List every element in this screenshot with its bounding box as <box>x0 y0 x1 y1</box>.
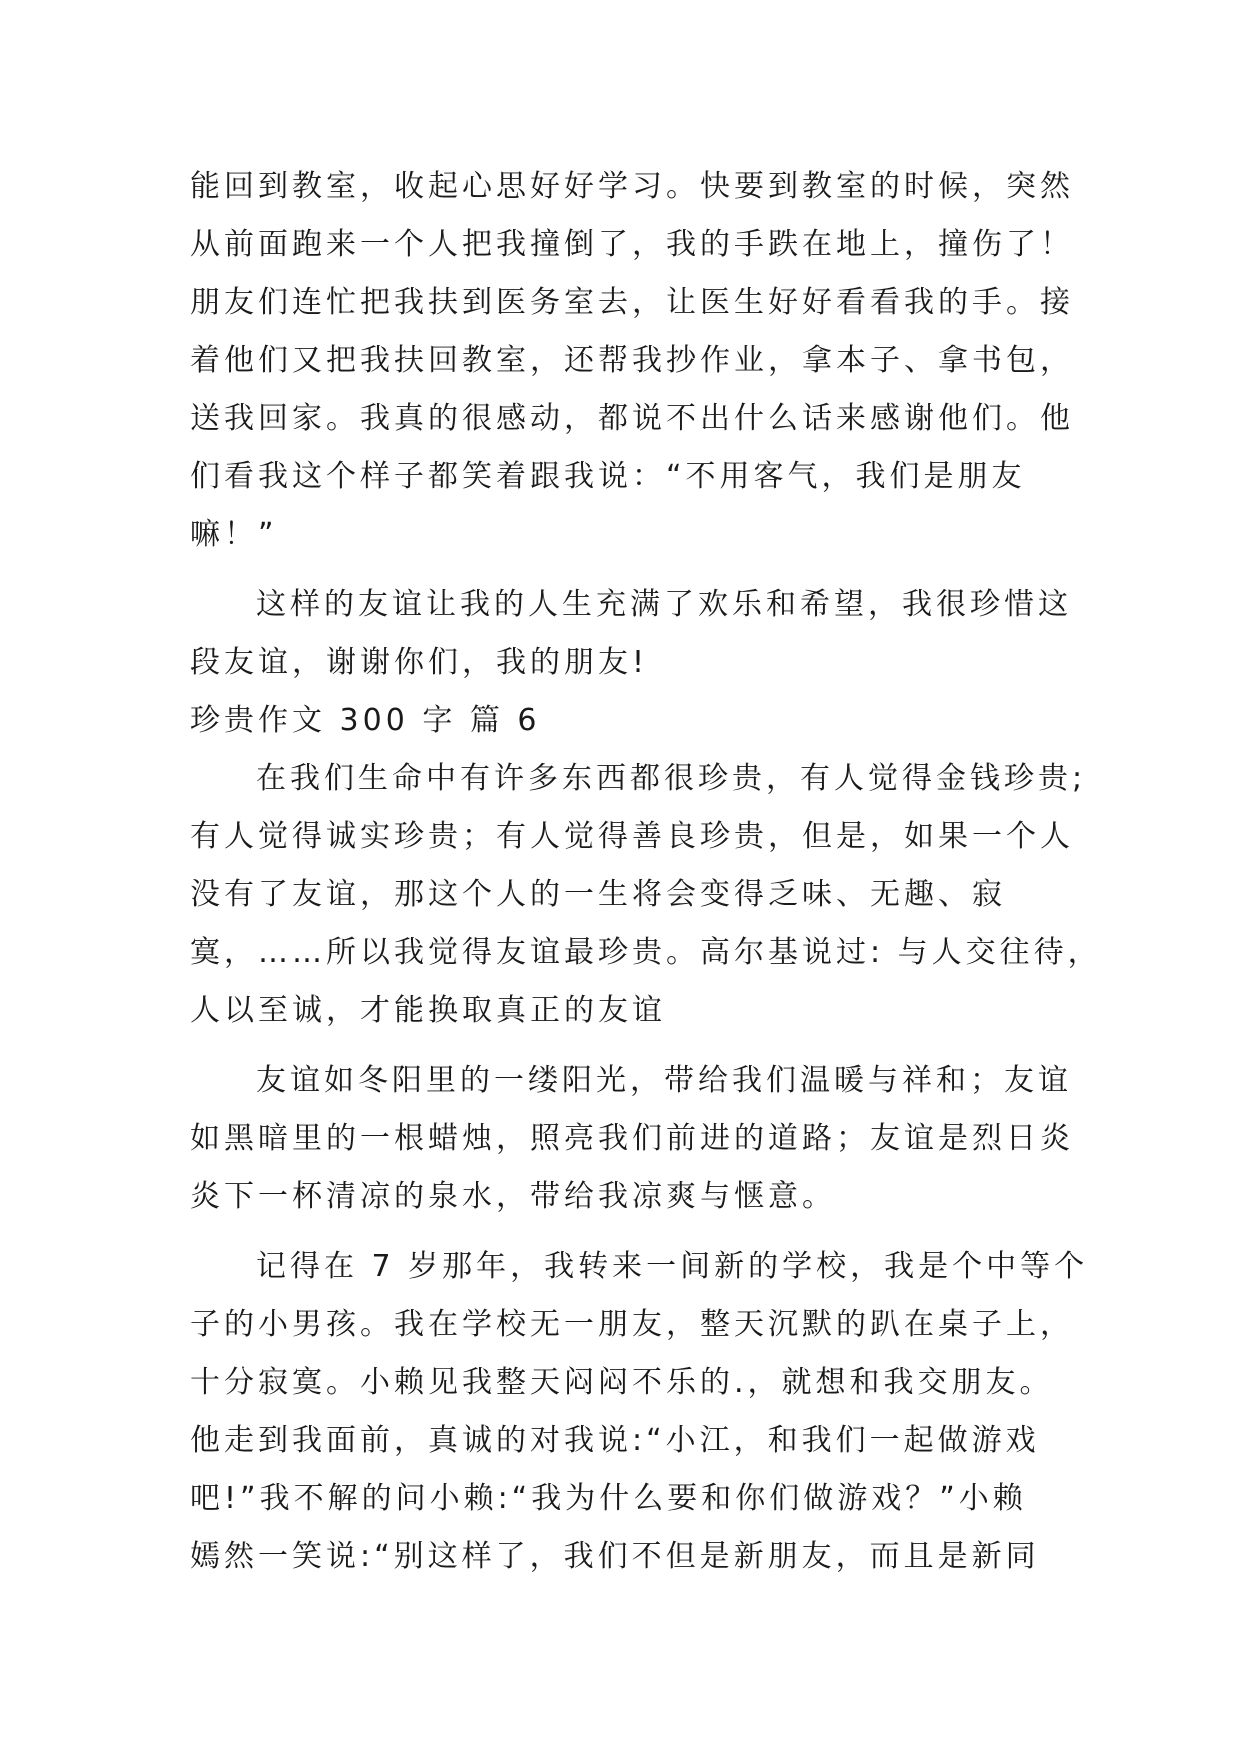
text-line: 没有了友谊，那这个人的一生将会变得乏味、无趣、寂 <box>190 877 1006 912</box>
paragraph <box>190 1238 1089 1586</box>
paragraph <box>190 1052 1074 1226</box>
document-body <box>190 158 1102 1586</box>
text-line: 送我回家。我真的很感动，都说不出什么话来感谢他们。他 <box>190 401 1074 436</box>
text-line: 们看我这个样子都笑着跟我说：“不用客气，我们是朋友 <box>190 459 1026 494</box>
text-line: 如黑暗里的一根蜡烛，照亮我们前进的道路；友谊是烈日炎 <box>190 1121 1074 1156</box>
paragraph-spacer <box>190 1040 1070 1052</box>
paragraph <box>190 158 1074 564</box>
text-line: 人以至诚，才能换取真正的友谊 <box>190 993 666 1028</box>
text-line: 能回到教室，收起心思好好学习。快要到教室的时候，突然 <box>190 169 1074 204</box>
paragraph-spacer <box>190 564 1070 576</box>
text-line: 吧!”我不解的问小赖:“我为什么要和你们做游戏？”小赖 <box>190 1481 1027 1516</box>
text-line: 段友谊，谢谢你们，我的朋友! <box>190 645 649 680</box>
text-line: 这样的友谊让我的人生充满了欢乐和希望，我很珍惜这 <box>256 587 1072 622</box>
text-line: 在我们生命中有许多东西都很珍贵，有人觉得金钱珍贵; <box>256 761 1087 796</box>
text-line: 朋友们连忙把我扶到医务室去，让医生好好看看我的手。接 <box>190 285 1074 320</box>
text-line: 子的小男孩。我在学校无一朋友，整天沉默的趴在桌子上， <box>190 1307 1074 1342</box>
text-line: 友谊如冬阳里的一缕阳光，带给我们温暖与祥和；友谊 <box>256 1063 1072 1098</box>
text-line: 十分寂寞。小赖见我整天闷闷不乐的.，就想和我交朋友。 <box>190 1365 1054 1400</box>
text-line: 嘛！” <box>190 517 278 552</box>
text-line: 嫣然一笑说:“别这样了，我们不但是新朋友，而且是新同 <box>190 1539 1040 1574</box>
section-heading <box>190 692 1070 750</box>
paragraph-spacer <box>190 1226 1070 1238</box>
text-line: 有人觉得诚实珍贵；有人觉得善良珍贵，但是，如果一个人 <box>190 819 1074 854</box>
text-line: 着他们又把我扶回教室，还帮我抄作业，拿本子、拿书包， <box>190 343 1074 378</box>
text-line: 炎下一杯清凉的泉水，带给我凉爽与惬意。 <box>190 1179 836 1214</box>
paragraph <box>190 576 1070 692</box>
text-line: 记得在 7 岁那年，我转来一间新的学校，我是个中等个 <box>256 1249 1089 1284</box>
text-line: 寞，……所以我觉得友谊最珍贵。高尔基说过: 与人交往待， <box>190 935 1102 970</box>
paragraph <box>190 750 1102 1040</box>
text-line: 从前面跑来一个人把我撞倒了，我的手跌在地上，撞伤了！ <box>190 227 1074 262</box>
heading-text: 珍贵作文 300 字 篇 6 <box>190 703 541 738</box>
text-line: 他走到我面前，真诚的对我说:“小江，和我们一起做游戏 <box>190 1423 1040 1458</box>
